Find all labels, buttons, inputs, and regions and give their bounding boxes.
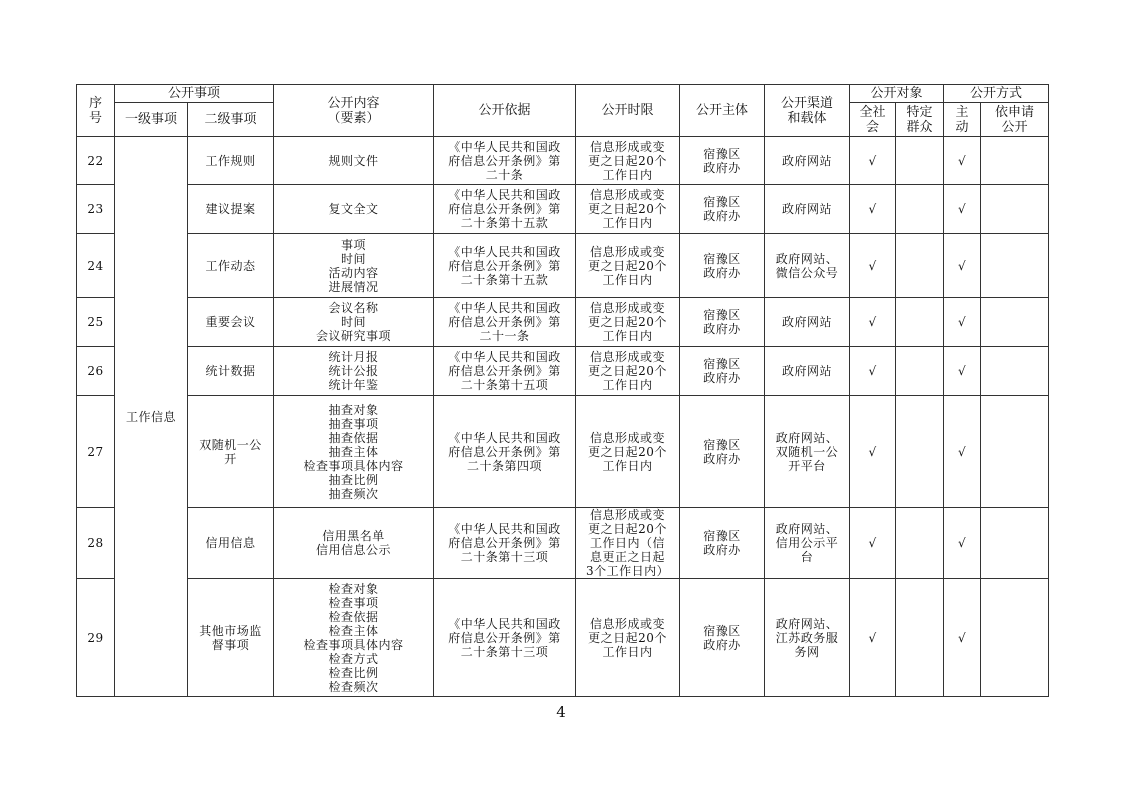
- content-line: 规则文件: [328, 153, 379, 168]
- content-cell: [274, 185, 434, 234]
- subject-line: 政府办: [703, 543, 741, 557]
- channel-cell: [765, 298, 850, 347]
- table-row: [77, 298, 1049, 347]
- content-line: 进展情况: [328, 279, 379, 294]
- content-line: 检查方式: [328, 651, 379, 666]
- time-line: 信息形成或变: [590, 508, 666, 522]
- check-method-active: √: [944, 234, 981, 298]
- item-label: 其他市场监督事项: [199, 623, 262, 652]
- channel-line: 政府网站、: [775, 430, 839, 445]
- header-channel: 公开渠道和载体: [765, 85, 850, 137]
- basis-line: 《中华人民共和国政: [448, 616, 561, 631]
- time-line: 更之日起20个: [588, 202, 667, 216]
- content-line: 检查事项具体内容: [303, 458, 404, 473]
- check-method-request: [981, 234, 1049, 298]
- header-method-request: 依申请公开: [981, 103, 1049, 137]
- basis-line: 《中华人民共和国政: [448, 430, 561, 445]
- content-line: 事项: [341, 237, 367, 252]
- subject-cell: [680, 185, 765, 234]
- subject-line: 政府办: [703, 371, 741, 385]
- table-row: [77, 234, 1049, 298]
- check-method-request: [981, 185, 1049, 234]
- basis-line: 《中华人民共和国政: [448, 188, 561, 202]
- check-target-specific: [896, 298, 944, 347]
- time-line: 工作日内: [602, 644, 653, 659]
- content-line: 抽查事项: [328, 416, 379, 431]
- basis-cell: [434, 298, 576, 347]
- channel-cell: [765, 508, 850, 579]
- basis-line: 二十一条: [479, 329, 530, 343]
- subject-line: 宿豫区: [703, 623, 741, 638]
- header-basis: 公开依据: [434, 85, 576, 137]
- basis-line: 二十条第四项: [467, 458, 543, 473]
- basis-line: 二十条第十三项: [460, 644, 549, 659]
- row-number: 22: [77, 137, 115, 185]
- channel-line: 政府网站、: [775, 251, 839, 266]
- table-row: [77, 508, 1049, 579]
- content-line: 抽查比例: [328, 472, 379, 487]
- time-line: 息更正之日起: [590, 550, 666, 564]
- subject-line: 宿豫区: [703, 308, 741, 322]
- time-line: 3个工作日内）: [585, 564, 670, 578]
- subject-line: 政府办: [703, 451, 741, 466]
- subject-line: 政府办: [703, 322, 741, 336]
- subject-line: 政府办: [703, 265, 741, 280]
- row-number: 24: [77, 234, 115, 298]
- time-line: 信息形成或变: [590, 301, 666, 315]
- content-cell: [274, 579, 434, 697]
- time-line: 更之日起20个: [588, 364, 667, 378]
- check-target-all: √: [850, 347, 896, 396]
- content-line: 统计年鉴: [328, 378, 379, 392]
- basis-cell: [434, 234, 576, 298]
- content-line: 检查事项: [328, 595, 379, 610]
- content-line: 检查对象: [328, 581, 379, 596]
- header-target-specific: 特定群众: [896, 103, 944, 137]
- check-target-specific: [896, 508, 944, 579]
- time-line: 更之日起20个: [588, 630, 667, 645]
- content-line: 会议研究事项: [316, 329, 392, 343]
- channel-cell: [765, 396, 850, 508]
- table-row: [77, 396, 1049, 508]
- header-method-active: 主动: [944, 103, 981, 137]
- time-line: 工作日内: [602, 272, 653, 287]
- header-seq: 序号: [77, 85, 115, 137]
- check-method-request: [981, 508, 1049, 579]
- item-name: [188, 396, 274, 508]
- content-line: 时间: [341, 251, 367, 266]
- check-method-active: √: [944, 298, 981, 347]
- content-line: 抽查对象: [328, 402, 379, 417]
- basis-cell: [434, 185, 576, 234]
- header-content: 公开内容（要素）: [274, 85, 434, 137]
- item-label: 双随机一公开: [199, 437, 262, 466]
- basis-line: 府信息公开条例》第: [448, 536, 561, 550]
- time-line: 工作日内: [602, 216, 653, 230]
- basis-cell: [434, 137, 576, 185]
- row-number: 25: [77, 298, 115, 347]
- time-line: 信息形成或变: [590, 139, 666, 154]
- channel-line: 台: [800, 550, 814, 564]
- time-line: 工作日内: [602, 378, 653, 392]
- row-number: 23: [77, 185, 115, 234]
- item-label: 工作动态: [205, 258, 256, 273]
- header-target-all: 全社会: [850, 103, 896, 137]
- item-label: 建议提案: [205, 202, 256, 216]
- item-name: [188, 579, 274, 697]
- basis-line: 《中华人民共和国政: [448, 522, 561, 536]
- item-name: [188, 185, 274, 234]
- time-line: 信息形成或变: [590, 244, 666, 259]
- table-body: [77, 137, 1049, 697]
- subject-line: 宿豫区: [703, 195, 741, 209]
- subject-cell: [680, 396, 765, 508]
- table-row: [77, 579, 1049, 697]
- row-number: 29: [77, 579, 115, 697]
- check-method-request: [981, 347, 1049, 396]
- basis-line: 《中华人民共和国政: [448, 350, 561, 364]
- check-method-request: [981, 579, 1049, 697]
- content-cell: [274, 396, 434, 508]
- content-line: 会议名称: [328, 301, 379, 315]
- subject-line: 政府办: [703, 160, 741, 175]
- time-cell: [576, 234, 680, 298]
- basis-line: 《中华人民共和国政: [448, 301, 561, 315]
- time-line: 工作日内（信: [590, 536, 666, 550]
- time-line: 更之日起20个: [588, 444, 667, 459]
- check-target-specific: [896, 185, 944, 234]
- subject-line: 宿豫区: [703, 529, 741, 543]
- time-line: 工作日内: [602, 329, 653, 343]
- channel-line: 政府网站: [782, 364, 833, 378]
- channel-cell: [765, 185, 850, 234]
- time-cell: [576, 579, 680, 697]
- category-cell: 工作信息: [115, 137, 188, 697]
- content-cell: [274, 508, 434, 579]
- subject-cell: [680, 298, 765, 347]
- basis-line: 府信息公开条例》第: [448, 202, 561, 216]
- check-method-request: [981, 298, 1049, 347]
- subject-line: 宿豫区: [703, 437, 741, 452]
- header-level2: 二级事项: [188, 103, 274, 137]
- basis-line: 二十条第十五项: [460, 378, 549, 392]
- content-line: 抽查主体: [328, 444, 379, 459]
- time-line: 工作日内: [602, 167, 653, 182]
- row-number: 26: [77, 347, 115, 396]
- basis-line: 府信息公开条例》第: [448, 315, 561, 329]
- item-name: [188, 137, 274, 185]
- time-line: 信息形成或变: [590, 616, 666, 631]
- time-line: 信息形成或变: [590, 350, 666, 364]
- time-line: 更之日起20个: [588, 522, 667, 536]
- time-cell: [576, 396, 680, 508]
- channel-line: 双随机一公: [775, 444, 839, 459]
- basis-line: 二十条第十五款: [460, 272, 549, 287]
- check-target-all: √: [850, 508, 896, 579]
- time-line: 更之日起20个: [588, 153, 667, 168]
- content-cell: [274, 347, 434, 396]
- basis-line: 《中华人民共和国政: [448, 139, 561, 154]
- time-cell: [576, 298, 680, 347]
- row-number: 28: [77, 508, 115, 579]
- item-name: [188, 508, 274, 579]
- time-cell: [576, 137, 680, 185]
- content-line: 统计月报: [328, 350, 379, 364]
- content-line: 时间: [341, 315, 367, 329]
- check-target-all: √: [850, 185, 896, 234]
- content-line: 抽查频次: [328, 486, 379, 501]
- subject-line: 宿豫区: [703, 251, 741, 266]
- basis-line: 《中华人民共和国政: [448, 244, 561, 259]
- content-line: 信用黑名单: [322, 529, 385, 543]
- content-line: 统计公报: [328, 364, 379, 378]
- table-row: [77, 185, 1049, 234]
- item-name: [188, 347, 274, 396]
- subject-line: 宿豫区: [703, 146, 741, 161]
- channel-cell: [765, 234, 850, 298]
- subject-cell: [680, 508, 765, 579]
- basis-line: 二十条: [485, 167, 524, 182]
- time-line: 工作日内: [602, 458, 653, 473]
- item-label: 统计数据: [205, 364, 256, 378]
- content-line: 检查依据: [328, 609, 379, 624]
- time-cell: [576, 347, 680, 396]
- check-method-active: √: [944, 185, 981, 234]
- channel-line: 政府网站、: [775, 522, 839, 536]
- time-line: 更之日起20个: [588, 258, 667, 273]
- header-time-limit: 公开时限: [576, 85, 680, 137]
- check-target-all: √: [850, 137, 896, 185]
- channel-line: 开平台: [788, 458, 826, 473]
- basis-cell: [434, 508, 576, 579]
- subject-cell: [680, 579, 765, 697]
- check-target-specific: [896, 347, 944, 396]
- channel-cell: [765, 137, 850, 185]
- basis-line: 府信息公开条例》第: [448, 630, 561, 645]
- time-line: 信息形成或变: [590, 188, 666, 202]
- page-number: 4: [556, 703, 566, 721]
- channel-line: 微信公众号: [775, 265, 839, 280]
- basis-line: 府信息公开条例》第: [448, 444, 561, 459]
- check-target-specific: [896, 396, 944, 508]
- content-line: 检查频次: [328, 679, 379, 694]
- content-line: 活动内容: [328, 265, 379, 280]
- header-subject: 公开主体: [680, 85, 765, 137]
- header-level1: 一级事项: [115, 103, 188, 137]
- check-target-all: √: [850, 234, 896, 298]
- check-target-specific: [896, 137, 944, 185]
- check-method-active: √: [944, 137, 981, 185]
- subject-line: 政府办: [703, 637, 741, 652]
- check-target-all: √: [850, 298, 896, 347]
- item-name: [188, 298, 274, 347]
- time-line: 信息形成或变: [590, 430, 666, 445]
- subject-cell: [680, 234, 765, 298]
- channel-line: 政府网站: [782, 315, 833, 329]
- row-number: 27: [77, 396, 115, 508]
- basis-line: 府信息公开条例》第: [448, 153, 561, 168]
- check-target-specific: [896, 579, 944, 697]
- item-name: [188, 234, 274, 298]
- basis-cell: [434, 579, 576, 697]
- check-method-active: √: [944, 508, 981, 579]
- item-label: 重要会议: [205, 315, 256, 329]
- channel-cell: [765, 347, 850, 396]
- channel-line: 政府网站: [782, 202, 833, 216]
- check-method-active: √: [944, 579, 981, 697]
- subject-cell: [680, 137, 765, 185]
- channel-line: 政府网站、: [775, 616, 839, 631]
- basis-cell: [434, 347, 576, 396]
- channel-cell: [765, 579, 850, 697]
- content-line: 检查主体: [328, 623, 379, 638]
- basis-line: 府信息公开条例》第: [448, 364, 561, 378]
- table-header: [77, 85, 1049, 137]
- disclosure-table: [76, 84, 1049, 697]
- content-line: 复文全文: [328, 202, 379, 216]
- channel-line: 信用公示平: [775, 536, 839, 550]
- table-row: [77, 137, 1049, 185]
- header-method-group: 公开方式: [944, 85, 1049, 103]
- time-cell: [576, 508, 680, 579]
- basis-line: 府信息公开条例》第: [448, 258, 561, 273]
- channel-line: 务网: [794, 644, 820, 659]
- content-line: 检查事项具体内容: [303, 637, 404, 652]
- time-cell: [576, 185, 680, 234]
- check-target-all: √: [850, 396, 896, 508]
- check-method-active: √: [944, 396, 981, 508]
- content-line: 信用信息公示: [316, 543, 392, 557]
- channel-line: 政府网站: [782, 153, 833, 168]
- channel-line: 江苏政务服: [775, 630, 839, 645]
- basis-line: 二十条第十三项: [460, 550, 549, 564]
- check-method-active: √: [944, 347, 981, 396]
- header-items-group: 公开事项: [115, 85, 274, 103]
- content-line: 抽查依据: [328, 430, 379, 445]
- item-label: 工作规则: [205, 153, 256, 168]
- check-target-specific: [896, 234, 944, 298]
- time-line: 更之日起20个: [588, 315, 667, 329]
- basis-line: 二十条第十五款: [460, 216, 549, 230]
- header-target-group: 公开对象: [850, 85, 944, 103]
- subject-cell: [680, 347, 765, 396]
- basis-cell: [434, 396, 576, 508]
- content-line: 检查比例: [328, 665, 379, 680]
- item-label: 信用信息: [205, 536, 256, 550]
- check-method-request: [981, 137, 1049, 185]
- table-row: [77, 347, 1049, 396]
- check-target-all: √: [850, 579, 896, 697]
- content-cell: [274, 298, 434, 347]
- check-method-request: [981, 396, 1049, 508]
- content-cell: [274, 137, 434, 185]
- subject-line: 宿豫区: [703, 357, 741, 371]
- content-cell: [274, 234, 434, 298]
- subject-line: 政府办: [703, 209, 741, 223]
